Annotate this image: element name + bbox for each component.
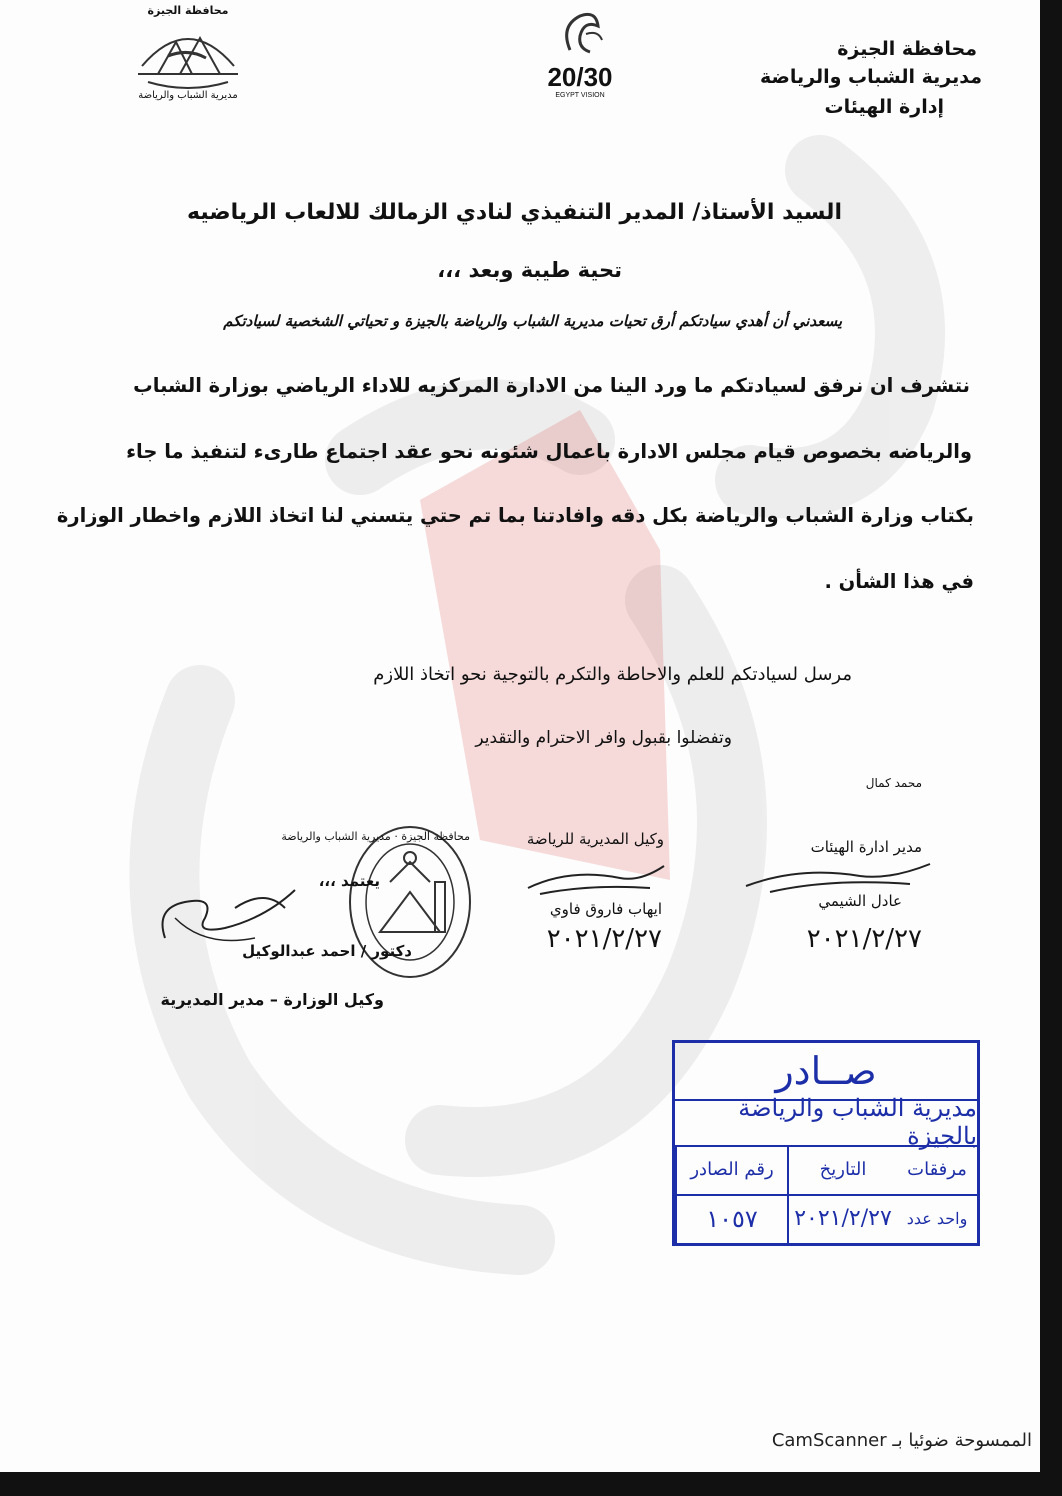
header-directorate: مديرية الشباب والرياضة <box>760 66 982 88</box>
body-line-4: في هذا الشأن . <box>824 570 974 593</box>
manager-title: مدير ادارة الهيئات <box>810 838 922 856</box>
deputy-sign-date: ٢٠٢١/٢/٢٧ <box>546 924 662 954</box>
letter-addressee: السيد الأستاذ/ المدير التنفيذي لنادي الزمالك للالعاب الرياضيه <box>187 200 842 225</box>
deputy-signature-scrawl <box>520 858 670 898</box>
letter-intro: يسعدني أن أهدي سيادتكم أرق تحيات مديرية الشباب والرياضة بالجيزة و تحياتي الشخصية لسيادتكم <box>223 312 842 330</box>
body-line-3: بكتاب وزارة الشباب والرياضة بكل دقه وافادتنا بما تم حتي يتسني لنا اتخاذ اللازم واخطار الوزارة <box>56 504 974 527</box>
egypt-vision-subtext: EGYPT VISION <box>555 92 605 99</box>
letter-greeting: تحية طيبة وبعد ،،، <box>437 258 622 282</box>
logo-bottom-caption: مديرية الشباب والرياضة <box>138 90 238 101</box>
header-department: إدارة الهيئات <box>824 96 944 118</box>
stamp-header-number: رقم الصادر <box>675 1145 787 1194</box>
stamp-subtitle: مديرية الشباب والرياضة بالجيزة <box>675 1099 977 1147</box>
camscanner-footer: الممسوحة ضوئيا بـ CamScanner <box>771 1430 1032 1451</box>
closing-line-1: مرسل لسيادتكم للعلم والاحاطة والتكرم بالتوجية نحو اتخاذ اللازم <box>373 664 852 685</box>
manager-name: عادل الشيمي <box>818 892 902 910</box>
stamp-header-date: التاريخ <box>787 1145 897 1194</box>
scan-edge-right <box>1040 0 1062 1496</box>
stamp-header-attachments: مرفقات <box>907 1159 967 1180</box>
director-name: دكتور / احمد عبدالوكيل <box>242 942 412 960</box>
director-title: وكيل الوزارة – مدير المديرية <box>160 990 384 1009</box>
closing-line-2: وتفضلوا بقبول وافر الاحترام والتقدير <box>475 728 732 748</box>
director-approval-prefix: يعتمد ،،، <box>318 872 380 890</box>
stamp-value-date: ٢٠٢١/٢/٢٧ <box>787 1194 897 1243</box>
giza-directorate-logo <box>128 4 248 108</box>
body-line-2: والرياضه بخصوص قيام مجلس الادارة باعمال شئونه نحو عقد اجتماع طارىء لتنفيذ ما جاء <box>126 440 972 463</box>
header-governorate: محافظة الجيزة <box>837 38 977 60</box>
scan-edge-bottom <box>0 1472 1062 1496</box>
stamp-value-attachments: واحد عدد <box>906 1209 968 1228</box>
outgoing-stamp <box>672 1040 980 1246</box>
stamp-value-number: ١٠٥٧ <box>675 1194 787 1243</box>
logo-top-caption: محافظة الجيزة <box>147 4 229 17</box>
seal-caption: محافظة الجيزة · مديرية الشباب والرياضة <box>281 830 470 843</box>
deputy-name: ايهاب فاروق فاوي <box>549 900 662 918</box>
prepared-by-name: محمد كمال <box>865 776 922 790</box>
egypt-vision-logo <box>540 6 620 102</box>
deputy-title: وكيل المديرية للرياضة <box>526 830 664 848</box>
manager-sign-date: ٢٠٢١/٢/٢٧ <box>806 924 922 954</box>
body-line-1: نتشرف ان نرفق لسيادتكم ما ورد الينا من الادارة المركزيه للاداء الرياضي بوزارة الشباب <box>133 374 970 397</box>
stamp-grid <box>675 1145 977 1243</box>
vision-2030-text: 20/30 <box>547 62 613 92</box>
stamp-title: صــادر <box>675 1043 977 1101</box>
